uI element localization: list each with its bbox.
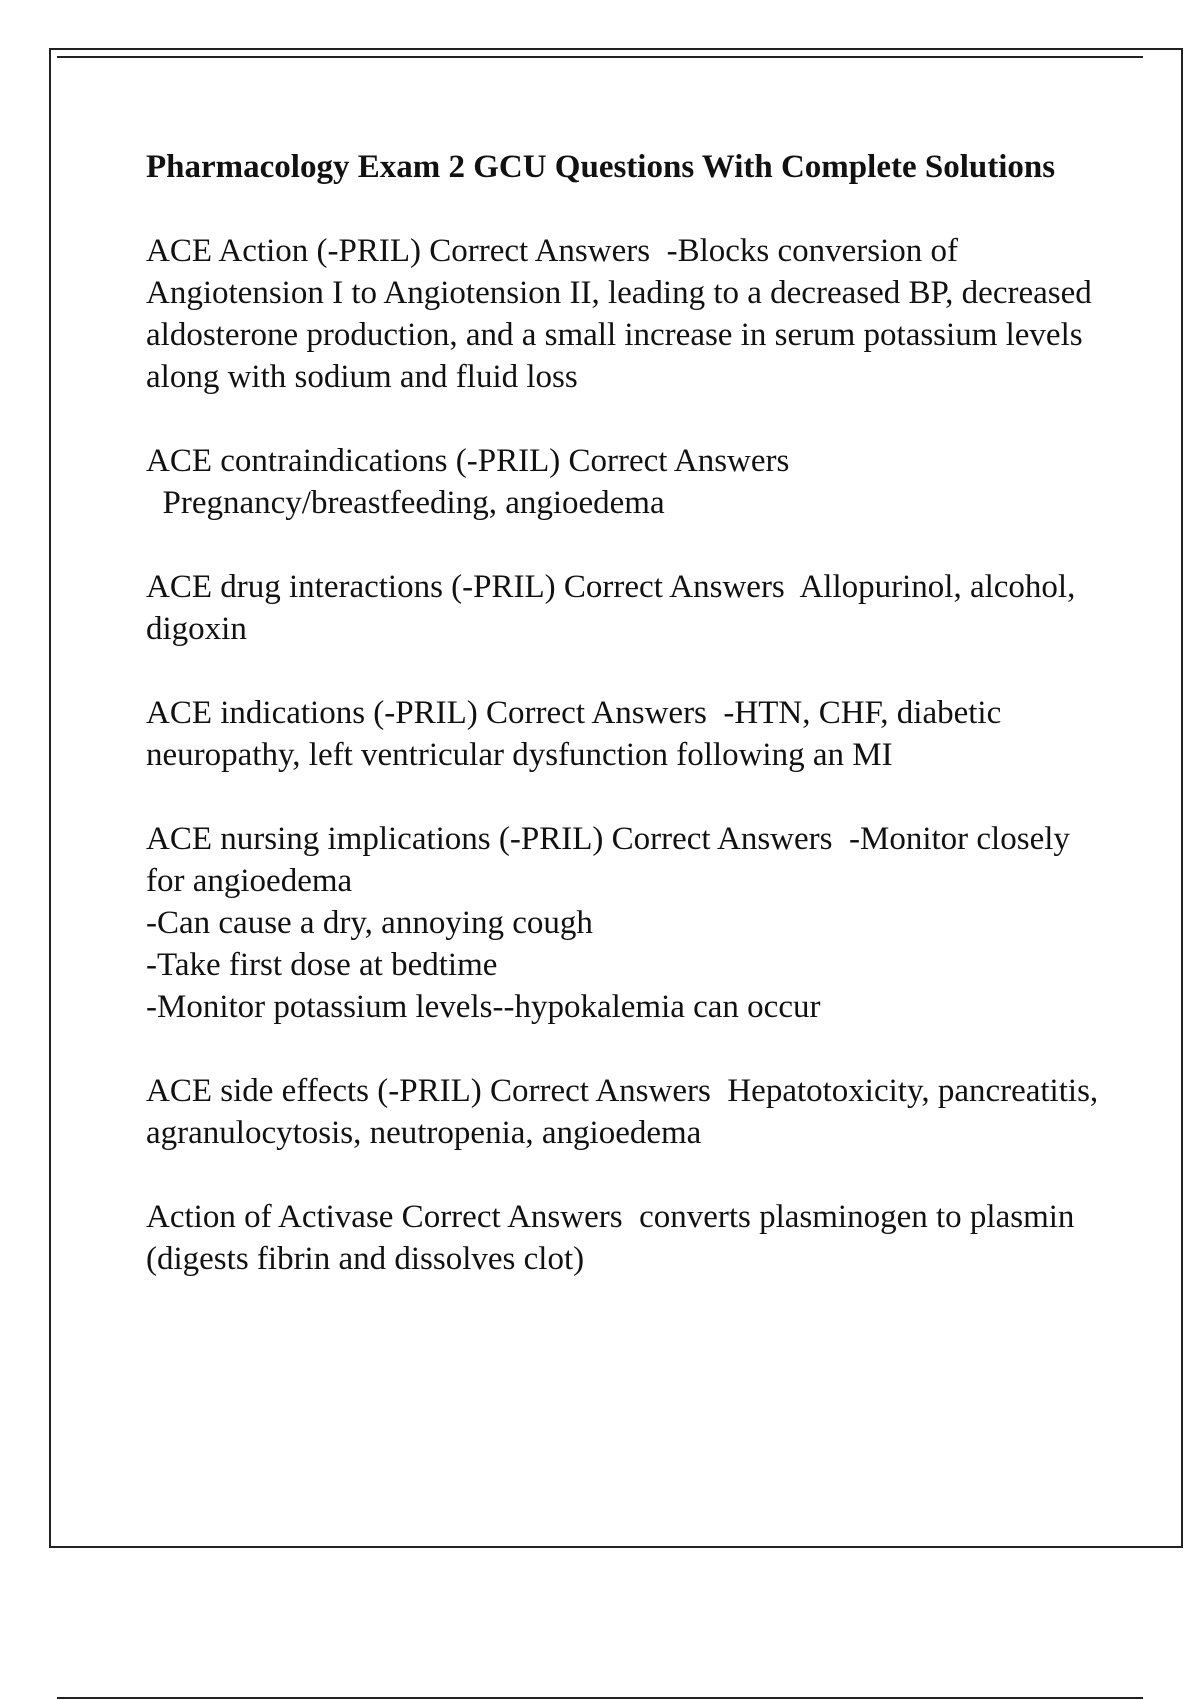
question-text: Action of Activase Correct Answers — [146, 1199, 623, 1235]
answer-line: -Monitor potassium levels--hypokalemia can occur — [146, 989, 821, 1025]
qa-entry — [146, 566, 1106, 650]
answer-line: -Can cause a dry, annoying cough — [146, 905, 593, 941]
answer-text: Pregnancy/breastfeeding, angioedema — [162, 485, 665, 521]
answer-line: -Take first dose at bedtime — [146, 947, 498, 983]
top-rule-divider — [57, 56, 1143, 58]
answer-text: -HTN, CHF, diabetic neuropathy, left ventricular dysfunction following an MI — [146, 695, 1002, 773]
qa-entry — [146, 692, 1106, 776]
question-text: ACE contraindications (-PRIL) Correct Answers — [146, 443, 790, 479]
qa-entry — [146, 1196, 1106, 1280]
question-text: ACE drug interactions (-PRIL) Correct Answers — [146, 569, 785, 605]
qa-entry — [146, 818, 1106, 1028]
answer-text: -Blocks conversion of Angiotension I to Angiotension II, leading to a decreased BP, decreased aldosterone production, and a small increase in serum potassium levels along with sodium and fluid loss — [146, 233, 1092, 395]
answer-text: converts plasminogen to plasmin (digests fibrin and dissolves clot) — [146, 1199, 1075, 1277]
qa-entry — [146, 440, 1106, 524]
answer-text: Hepatotoxicity, pancreatitis, agranulocytosis, neutropenia, angioedema — [146, 1073, 1099, 1151]
qa-entry — [146, 1070, 1106, 1154]
question-text: ACE nursing implications (-PRIL) Correct Answers — [146, 821, 833, 857]
document-body — [146, 146, 1106, 1322]
answer-text: -Monitor closely for angioedema — [146, 821, 1070, 899]
document-title: Pharmacology Exam 2 GCU Questions With Complete Solutions — [146, 149, 1056, 185]
question-text: ACE Action (-PRIL) Correct Answers — [146, 233, 651, 269]
question-text: ACE indications (-PRIL) Correct Answers — [146, 695, 707, 731]
bottom-rule-divider — [57, 1697, 1143, 1699]
qa-entry — [146, 230, 1106, 398]
question-text: ACE side effects (-PRIL) Correct Answers — [146, 1073, 711, 1109]
answer-text: Allopurinol, alcohol, digoxin — [146, 569, 1076, 647]
